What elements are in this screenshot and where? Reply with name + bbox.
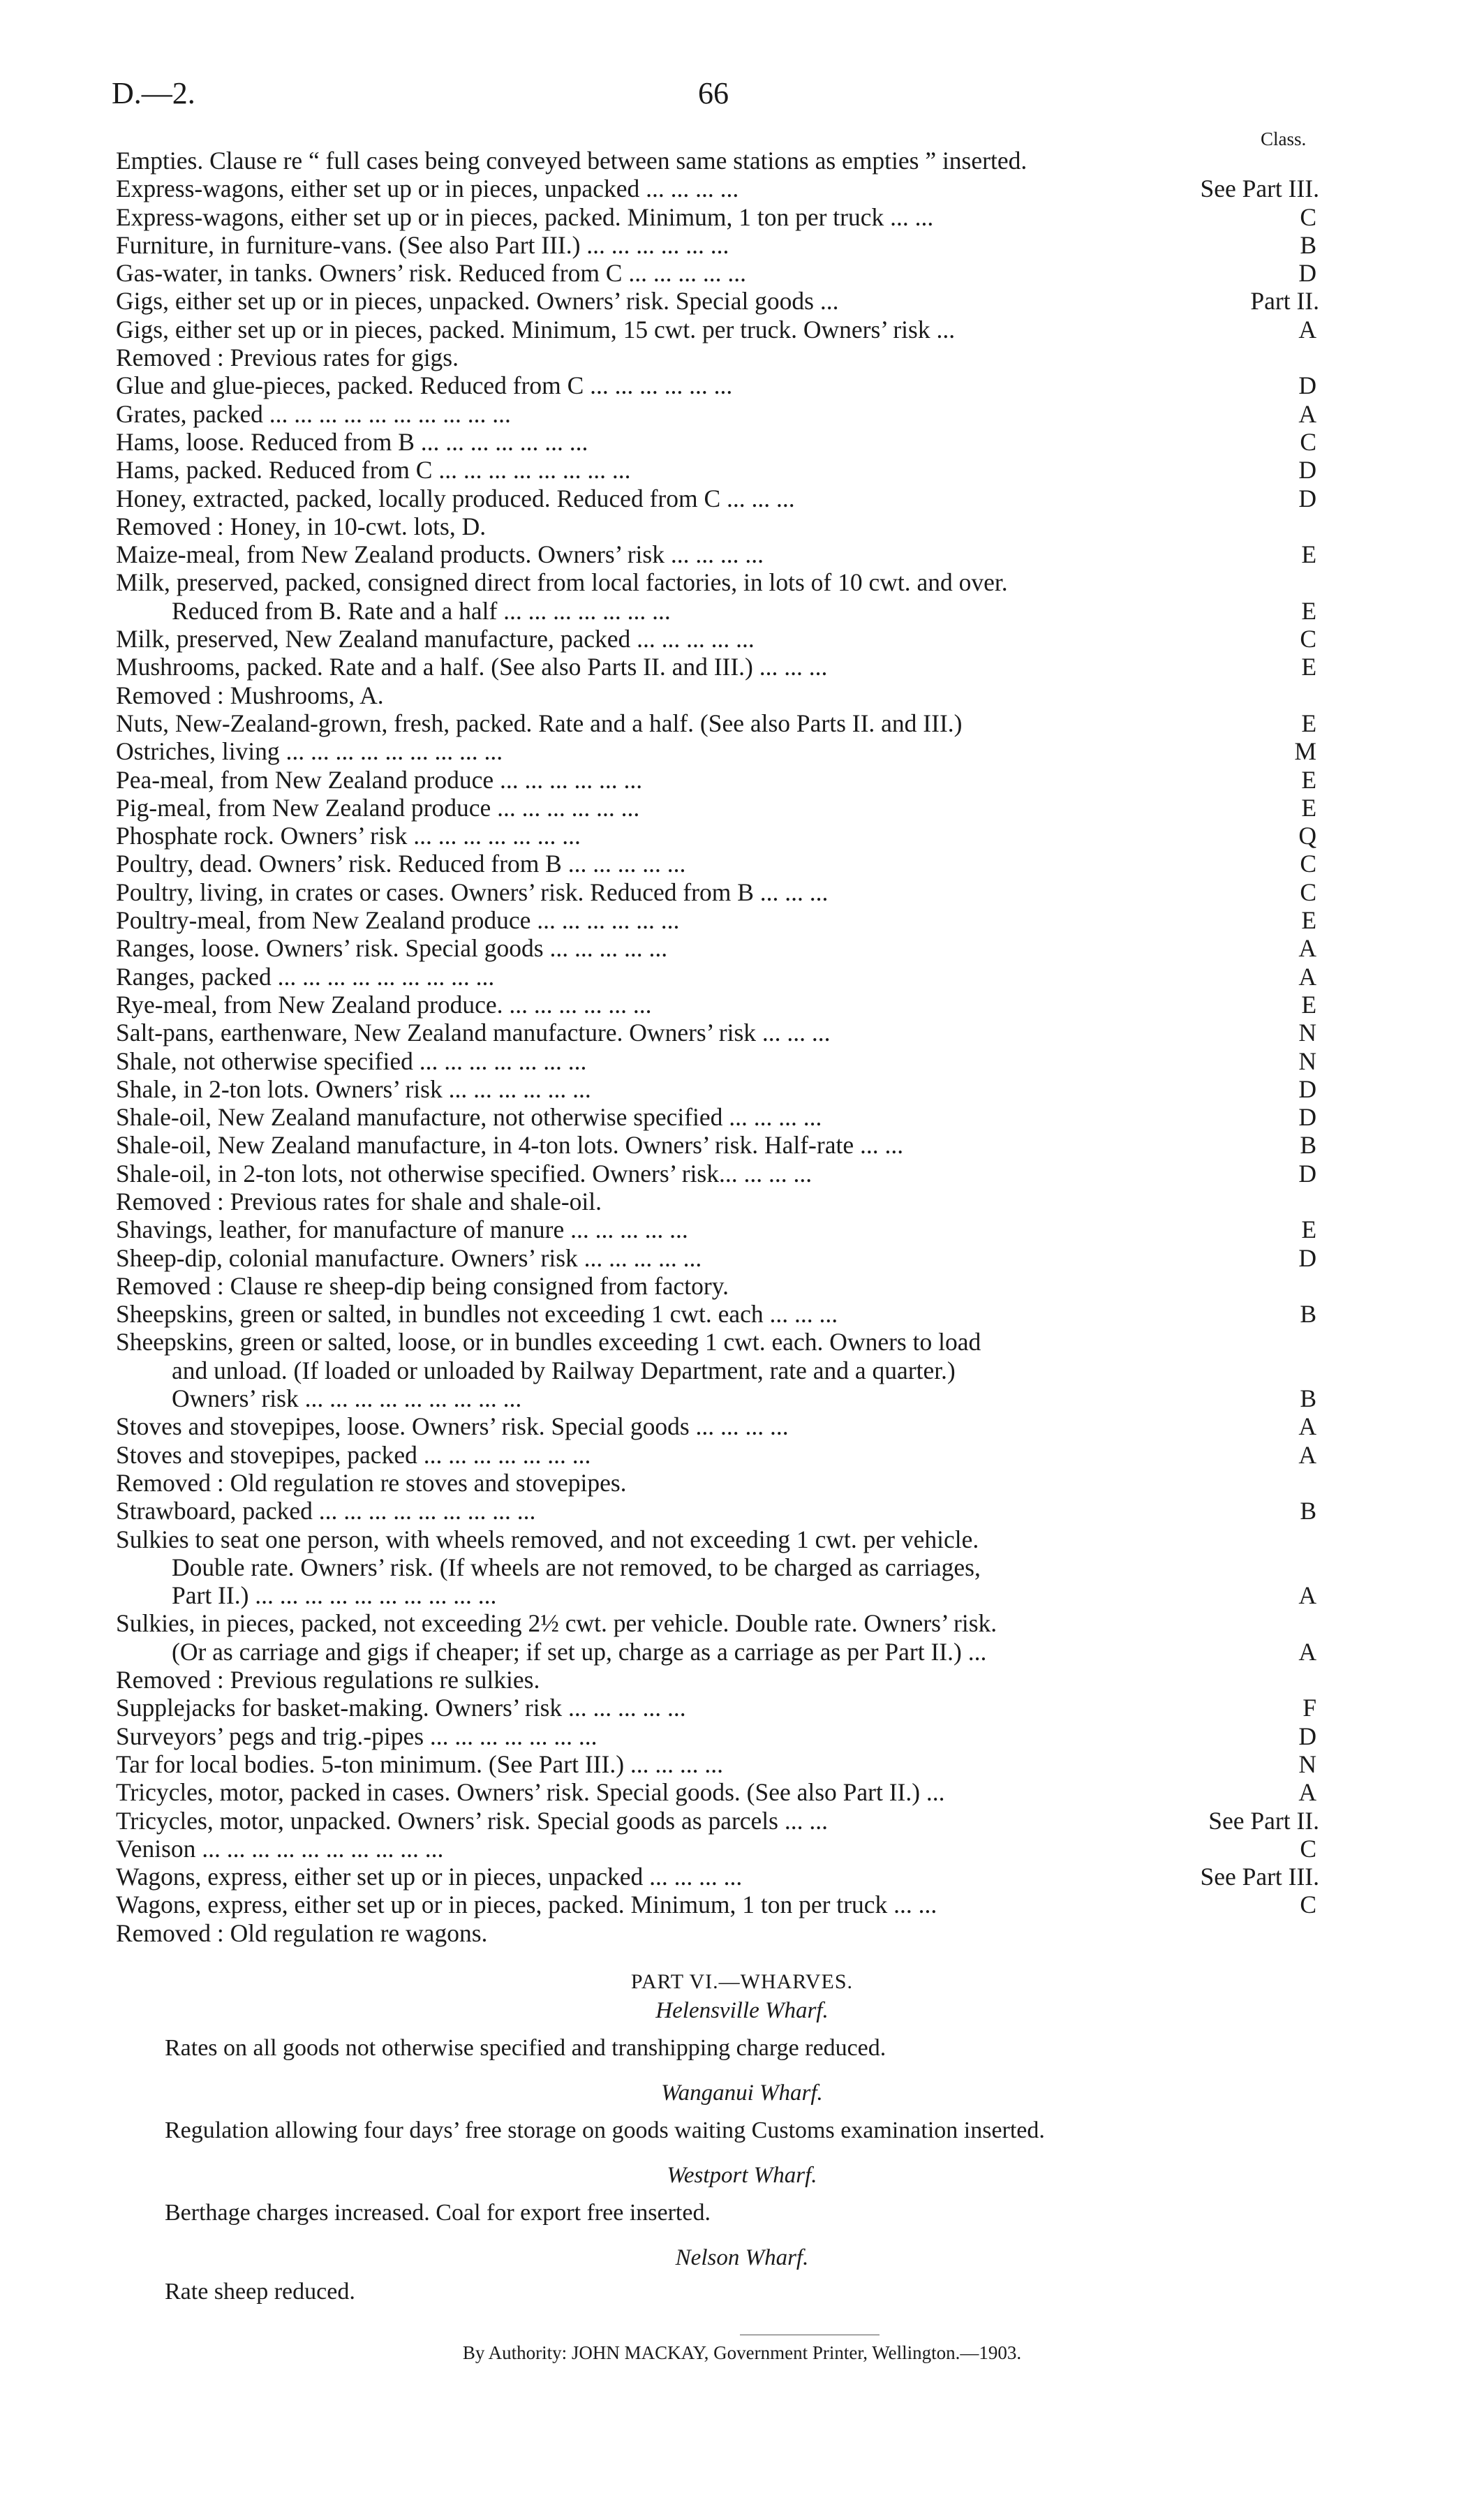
rate-entry	[116, 1722, 1316, 1750]
entry-description: Gas-water, in tanks. Owners’ risk. Reduced from C ... ... ... ... ...	[116, 259, 746, 288]
entry-description: Tar for local bodies. 5-ton minimum. (See Part III.) ... ... ... ...	[116, 1750, 724, 1778]
entry-class: E	[1301, 765, 1316, 794]
entry-description: Shale-oil, New Zealand manufacture, in 4-ton lots. Owners’ risk. Half-rate ... ...	[116, 1131, 904, 1160]
entry-description: Gigs, either set up or in pieces, packed. Minimum, 15 cwt. per truck. Owners’ risk ...	[116, 315, 956, 343]
rate-entry	[116, 428, 1316, 456]
entry-class: E	[1301, 596, 1316, 625]
entry-class: A	[1298, 1637, 1316, 1666]
part-title: PART VI.—WHARVES.	[630, 1970, 854, 1993]
entry-description: Honey, extracted, packed, locally produced. Reduced from C ... ... ...	[116, 484, 795, 512]
entry-description: Shale, in 2-ton lots. Owners’ risk ... ... ... ... ... ...	[116, 1074, 591, 1103]
entry-class: C	[1300, 427, 1316, 456]
entry-description: Owners’ risk ... ... ... ... ... ... ... ... ...	[172, 1384, 522, 1413]
rate-entry	[116, 1328, 1316, 1356]
entry-description: Double rate. Owners’ risk. (If wheels are not removed, to be charged as carriages,	[172, 1553, 981, 1581]
rate-entry	[116, 231, 1316, 259]
rate-entry	[116, 203, 1316, 231]
rate-entry	[116, 1384, 1316, 1412]
rate-entry	[116, 1891, 1316, 1918]
entry-class: D	[1298, 484, 1316, 512]
entry-description: Grates, packed ... ... ... ... ... ... ... ... ... ...	[116, 399, 511, 428]
entry-class: M	[1294, 737, 1316, 766]
rate-entry	[116, 1131, 1316, 1159]
entry-description: Express-wagons, either set up or in pieces, unpacked ... ... ... ...	[116, 175, 739, 203]
rate-entry	[116, 1075, 1316, 1103]
rate-entry	[116, 1638, 1316, 1666]
entry-description: Poultry, dead. Owners’ risk. Reduced from B ... ... ... ... ...	[116, 850, 686, 878]
entry-class: A	[1298, 934, 1316, 963]
entry-description: Milk, preserved, packed, consigned direct from local factories, in lots of 10 cwt. and over.	[116, 568, 1008, 597]
entry-class: E	[1301, 906, 1316, 935]
entry-class: A	[1298, 962, 1316, 991]
rate-entry	[116, 1778, 1316, 1806]
rate-entry	[116, 175, 1319, 203]
rate-entry	[116, 1160, 1316, 1188]
entry-description: Shale-oil, New Zealand manufacture, not otherwise specified ... ... ... ...	[116, 1103, 822, 1132]
entry-class: C	[1300, 1834, 1316, 1863]
entry-description: Pea-meal, from New Zealand produce ... ... ... ... ... ...	[116, 765, 643, 794]
entry-description: Glue and glue-pieces, packed. Reduced from C ... ... ... ... ... ...	[116, 371, 733, 400]
entry-description: Poultry-meal, from New Zealand produce ... ... ... ... ... ...	[116, 906, 680, 935]
entry-class: D	[1298, 1159, 1316, 1188]
entry-description: Ranges, loose. Owners’ risk. Special goods ... ... ... ... ...	[116, 934, 668, 963]
entry-description: Stoves and stovepipes, loose. Owners’ risk. Special goods ... ... ... ...	[116, 1412, 789, 1441]
rate-entry	[116, 1750, 1316, 1778]
entry-description: Empties. Clause re “ full cases being conveyed between same stations as empties ” inserted.	[116, 147, 1027, 175]
entry-description: Sheep-dip, colonial manufacture. Owners’ risk ... ... ... ... ...	[116, 1243, 702, 1272]
entry-class: N	[1298, 1750, 1316, 1778]
entry-description: Part II.) ... ... ... ... ... ... ... ... ... ...	[172, 1581, 497, 1610]
rate-entry	[116, 1806, 1319, 1835]
rate-entry	[116, 1272, 1316, 1300]
entry-class: E	[1301, 653, 1316, 681]
entry-description: Rye-meal, from New Zealand produce. ... ... ... ... ... ...	[116, 990, 652, 1019]
rate-entry	[116, 259, 1316, 287]
rate-entry	[116, 822, 1316, 850]
rate-entry	[116, 709, 1316, 737]
page-number: 66	[698, 76, 729, 110]
rate-entry	[116, 147, 1316, 175]
entry-description: Tricycles, motor, unpacked. Owners’ risk. Special goods as parcels ... ...	[116, 1806, 828, 1835]
rate-entry	[116, 540, 1316, 568]
rate-entry	[116, 1019, 1316, 1047]
rate-entry	[116, 1188, 1316, 1215]
rate-entry	[116, 1441, 1316, 1469]
entry-description: Removed : Old regulation re wagons.	[116, 1918, 488, 1947]
rate-entry	[116, 1835, 1316, 1863]
entry-description: Furniture, in furniture-vans. (See also Part III.) ... ... ... ... ... ...	[116, 230, 729, 259]
entry-description: Sulkies, in pieces, packed, not exceeding 2½ cwt. per vehicle. Double rate. Owners’ risk.	[116, 1609, 997, 1638]
rate-entry	[116, 316, 1316, 343]
entry-description: Removed : Previous rates for shale and shale-oil.	[116, 1187, 602, 1215]
rate-entry	[116, 1356, 1316, 1384]
entry-class: See Part III.	[1200, 175, 1319, 203]
entry-class: B	[1300, 1131, 1316, 1160]
entry-class: D	[1298, 371, 1316, 400]
entry-description: Hams, loose. Reduced from B ... ... ... ... ... ... ...	[116, 427, 588, 456]
rate-entry	[116, 1694, 1316, 1722]
rate-entry	[116, 1412, 1316, 1440]
entry-description: Removed : Previous regulations re sulkies.	[116, 1666, 540, 1694]
rate-entry	[116, 653, 1316, 681]
entry-description: and unload. (If loaded or unloaded by Railway Department, rate and a quarter.)	[172, 1356, 956, 1384]
entry-class: E	[1301, 709, 1316, 737]
entry-class: Part II.	[1250, 287, 1319, 316]
class-column-heading: Class.	[1261, 128, 1307, 149]
entry-description: Reduced from B. Rate and a half ... ... ... ... ... ... ...	[172, 596, 671, 625]
entry-class: B	[1300, 1300, 1316, 1329]
entry-class: A	[1298, 1440, 1316, 1469]
entry-class: A	[1298, 399, 1316, 428]
rate-entry	[116, 1666, 1316, 1694]
rate-entry	[116, 1863, 1319, 1891]
entry-description: Ostriches, living ... ... ... ... ... ... ... ... ...	[116, 737, 503, 766]
rate-entry	[116, 1103, 1316, 1131]
entry-description: Wagons, express, either set up or in pieces, unpacked ... ... ... ...	[116, 1863, 743, 1891]
rate-entry	[116, 1525, 1316, 1553]
entry-class: B	[1300, 1497, 1316, 1525]
entry-description: Ranges, packed ... ... ... ... ... ... ... ... ...	[116, 962, 495, 991]
rate-entry	[116, 934, 1316, 962]
entry-description: Nuts, New-Zealand-grown, fresh, packed. Rate and a half. (See also Parts II. and III.)	[116, 709, 963, 737]
entry-class: A	[1298, 1778, 1316, 1807]
entry-class: E	[1301, 793, 1316, 822]
rate-entry	[116, 512, 1316, 540]
entry-class: C	[1300, 850, 1316, 878]
entry-description: Removed : Honey, in 10-cwt. lots, D.	[116, 512, 487, 540]
entry-description: Stoves and stovepipes, packed ... ... ... ... ... ... ...	[116, 1440, 591, 1469]
entry-class: F	[1303, 1694, 1316, 1722]
wharf-heading: Nelson Wharf.	[675, 2245, 809, 2270]
rate-entry	[116, 1215, 1316, 1243]
entry-description: Maize-meal, from New Zealand products. Owners’ risk ... ... ... ...	[116, 540, 764, 569]
rate-entry	[116, 1553, 1316, 1581]
entry-class: A	[1298, 315, 1316, 343]
entry-description: Shale, not otherwise specified ... ... ... ... ... ... ...	[116, 1047, 587, 1075]
rate-entry	[116, 597, 1316, 625]
entry-class: E	[1301, 1215, 1316, 1244]
rate-entry	[116, 878, 1316, 906]
rate-entry	[116, 568, 1316, 596]
entry-class: N	[1298, 1019, 1316, 1047]
entry-description: Shavings, leather, for manufacture of manure ... ... ... ... ...	[116, 1215, 688, 1244]
rate-entry	[116, 1609, 1316, 1637]
entry-class: E	[1301, 540, 1316, 569]
wharf-note: Rate sheep reduced.	[165, 2279, 355, 2305]
rate-entry	[116, 625, 1316, 653]
rate-entry	[116, 1469, 1316, 1497]
entry-description: Venison ... ... ... ... ... ... ... ... ... ...	[116, 1834, 444, 1863]
wharf-heading: Helensville Wharf.	[655, 1998, 829, 2023]
entry-class: E	[1301, 990, 1316, 1019]
rate-entry	[116, 906, 1316, 934]
entry-class: See Part II.	[1208, 1806, 1319, 1835]
entry-description: Poultry, living, in crates or cases. Owners’ risk. Reduced from B ... ... ...	[116, 878, 829, 906]
entry-class: C	[1300, 625, 1316, 653]
wharf-heading: Westport Wharf.	[667, 2163, 817, 2188]
rate-entry	[116, 963, 1316, 991]
rate-entry	[116, 287, 1319, 316]
rate-entry	[116, 1581, 1316, 1609]
rate-entry	[116, 485, 1316, 512]
entry-description: Removed : Previous rates for gigs.	[116, 343, 459, 372]
entry-class: D	[1298, 456, 1316, 485]
entry-class: C	[1300, 878, 1316, 906]
rates-list	[116, 147, 1319, 1947]
rate-entry	[116, 1497, 1316, 1525]
entry-description: Hams, packed. Reduced from C ... ... ... ... ... ... ... ...	[116, 456, 631, 485]
wharf-note: Regulation allowing four days’ free storage on goods waiting Customs examination inserted.	[165, 2117, 1045, 2143]
entry-class: B	[1300, 230, 1316, 259]
rate-entry	[116, 400, 1316, 428]
entry-class: D	[1298, 1243, 1316, 1272]
entry-description: Shale-oil, in 2-ton lots, not otherwise specified. Owners’ risk... ... ... ...	[116, 1159, 813, 1188]
rate-entry	[116, 1300, 1316, 1328]
entry-class: B	[1300, 1384, 1316, 1413]
rate-entry	[116, 991, 1316, 1019]
rate-entry	[116, 737, 1316, 765]
rate-entry	[116, 850, 1316, 878]
entry-class: A	[1298, 1412, 1316, 1441]
entry-description: Removed : Mushrooms, A.	[116, 681, 384, 709]
entry-class: Q	[1298, 822, 1316, 850]
entry-description: Wagons, express, either set up or in pieces, packed. Minimum, 1 ton per truck ... ...	[116, 1891, 937, 1919]
entry-description: Salt-pans, earthenware, New Zealand manufacture. Owners’ risk ... ... ...	[116, 1019, 831, 1047]
rate-entry	[116, 1244, 1316, 1272]
rate-entry	[116, 1047, 1316, 1075]
entry-description: Strawboard, packed ... ... ... ... ... ... ... ... ...	[116, 1497, 536, 1525]
rate-entry	[116, 681, 1316, 709]
entry-description: Removed : Clause re sheep-dip being consigned from factory.	[116, 1271, 729, 1300]
entry-description: Supplejacks for basket-making. Owners’ risk ... ... ... ... ...	[116, 1694, 686, 1722]
entry-class: See Part III.	[1200, 1863, 1319, 1891]
entry-class: N	[1298, 1047, 1316, 1075]
wharf-note: Rates on all goods not otherwise specified and transhipping charge reduced.	[165, 2035, 886, 2061]
entry-class: C	[1300, 1891, 1316, 1919]
entry-description: Tricycles, motor, packed in cases. Owners’ risk. Special goods. (See also Part II.) ...	[116, 1778, 945, 1807]
wharf-note: Berthage charges increased. Coal for export free inserted.	[165, 2200, 711, 2226]
entry-class: D	[1298, 1103, 1316, 1132]
entry-class: D	[1298, 259, 1316, 288]
rate-entry	[116, 1919, 1316, 1947]
entry-class: D	[1298, 1722, 1316, 1750]
entry-class: C	[1300, 202, 1316, 231]
entry-description: (Or as carriage and gigs if cheaper; if set up, charge as a carriage as per Part II.) ...	[172, 1637, 987, 1666]
rate-entry	[116, 343, 1316, 371]
wharf-heading: Wanganui Wharf.	[661, 2080, 823, 2106]
entry-class: D	[1298, 1074, 1316, 1103]
rate-entry	[116, 371, 1316, 399]
entry-description: Mushrooms, packed. Rate and a half. (See also Parts II. and III.) ... ... ...	[116, 653, 828, 681]
entry-description: Gigs, either set up or in pieces, unpacked. Owners’ risk. Special goods ...	[116, 287, 839, 316]
entry-description: Pig-meal, from New Zealand produce ... ... ... ... ... ...	[116, 793, 640, 822]
document-reference: D.—2.	[112, 76, 195, 110]
entry-description: Express-wagons, either set up or in pieces, packed. Minimum, 1 ton per truck ... ...	[116, 202, 934, 231]
entry-description: Phosphate rock. Owners’ risk ... ... ... ... ... ... ...	[116, 822, 581, 850]
entry-description: Sheepskins, green or salted, loose, or in bundles exceeding 1 cwt. each. Owners to load	[116, 1328, 981, 1356]
entry-description: Milk, preserved, New Zealand manufacture, packed ... ... ... ... ...	[116, 625, 755, 653]
rate-entry	[116, 456, 1316, 484]
entry-description: Sulkies to seat one person, with wheels removed, and not exceeding 1 cwt. per vehicle.	[116, 1525, 979, 1553]
entry-class: A	[1298, 1581, 1316, 1610]
rate-entry	[116, 766, 1316, 794]
entry-description: Surveyors’ pegs and trig.-pipes ... ... ... ... ... ... ...	[116, 1722, 598, 1750]
entry-description: Removed : Old regulation re stoves and stovepipes.	[116, 1468, 627, 1497]
printer-imprint: By Authority: JOHN MACKAY, Government Printer, Wellington.—1903.	[462, 2342, 1022, 2363]
rate-entry	[116, 794, 1316, 822]
entry-description: Sheepskins, green or salted, in bundles not exceeding 1 cwt. each ... ... ...	[116, 1300, 838, 1329]
